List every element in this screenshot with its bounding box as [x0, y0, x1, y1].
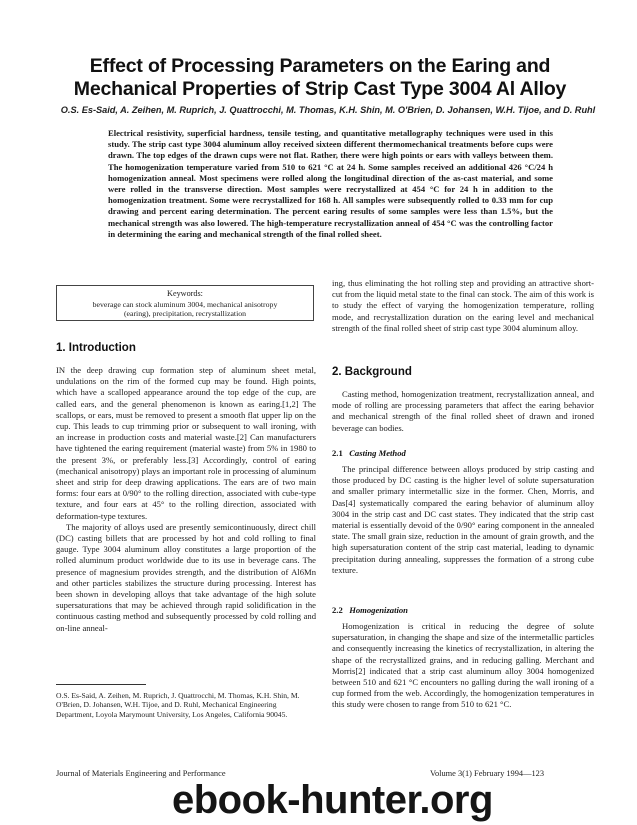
top-margin	[0, 0, 637, 46]
homogenization-paragraph: Homogenization is critical in reducing the degree of solute supersaturation, in changing the shape and size of the intermetallic particles and consequently increasing the kinetics of recrystallization, in altering the shape of the recrystallized grains, and in reducing galling. Merchant and Morris[2] indicated that a strip cast aluminum alloy 3004 homogenized between 510 and 621 °C encounters no galling during the wall ironing of a cup formed from the web. Accordingly, the homogenization temperatures in this study were chosen to range from 510 to 621 °C.	[332, 621, 594, 710]
title-line-2: Mechanical Properties of Strip Cast Type 3004 Al Alloy	[73, 78, 567, 100]
homogenization-heading	[332, 605, 408, 616]
casting-method-body	[332, 464, 594, 576]
homogenization-number: 2.2	[332, 605, 343, 615]
casting-method-heading	[332, 448, 406, 459]
keywords-line-1: beverage can stock aluminum 3004, mechanical anisotropy	[92, 299, 278, 309]
abstract: Electrical resistivity, superficial hardness, tensile testing, and quantitative metallography techniques were used in this study. The strip cast type 3004 aluminum alloy received sixteen different thermomechanical treatments before cups were drawn. The top edges of the drawn cups were not flat. Rather, there were high points or ears with valleys between them. The homogenization temperature varied from 510 to 621 °C at 24 h. Some samples received an additional 426 °C/24 h homogenization anneal. Most specimens were rolled along the longitudinal direction of the as-cast material, and some were rolled in the transverse direction. Most samples were recrystallized at 454 °C for 24 h in addition to the homogenization treatment. Some were recrystallized for 168 h. All samples were subsequently rolled to 0.33 mm for cup drawing and percent earing determination. The percent earing results of some samples were less than 1.5%, but the mechanical strength was also lowered. The high-temperature recrystallization anneal of 454 °C was the controlling factor in determining the earing and mechanical strength of the final rolled sheet.	[108, 128, 553, 239]
left-column	[56, 365, 316, 634]
author-affiliation-footnote: O.S. Es-Said, A. Zeihen, M. Ruprich, J. Quattrocchi, M. Thomas, K.H. Shin, M. O'Brien, D. Johansen, W.H. Tijoe, and D. Ruhl, Mechanical Engineering Department, Loyola Marymount University, Los Angeles, California 90045.	[56, 691, 300, 719]
journal-name: Journal of Materials Engineering and Performance	[56, 769, 226, 778]
casting-method-paragraph: The principal difference between alloys produced by strip casting and those produced by DC casting is the higher level of solute supersaturation and smaller primary intermetallic size in the former. Chen, Morris, and Das[4] systematically compared the earing behavior of aluminum alloy 3004 in the strip cast and DC cast states. They indicated that the strip cast material is essentially devoid of the 0/90° earing component in the annealed state. The small grain size, reduction in the amount of grain growth, and the high supersaturation content of the strip cast material, leading to dynamic precipitation during annealing, suppresses the formation of a strong cube texture.	[332, 464, 594, 575]
background-heading: 2. Background	[332, 366, 412, 378]
homogenization-title: Homogenization	[349, 605, 408, 615]
introduction-heading: 1. Introduction	[56, 342, 136, 354]
paper-title	[40, 55, 600, 101]
intro-paragraph-2: The majority of alloys used are presently semicontinuously, direct chill (DC) casting billets that are processed by hot and cold rolling to final gauge. Type 3004 aluminum alloy constitutes a large proportion of the rolled aluminum product worldwide due to its use in beverage cans. The presence of magnesium provides strength, and the distribution of Al6Mn and other particles stabilizes the structure during processing. Interest has been shown in developing alloys that take advantage of the high solute supersaturations that may be achieved through rapid solidification in the continuous casting method and subsequently processed by cold rolling and on-line anneal-	[56, 521, 316, 633]
background-paragraph: Casting method, homogenization treatment, recrystallization anneal, and mode of rolling are processing parameters that affect the earing behavior and mechanical strength of the final rolled sheet of drawn and ironed beverage can bodies.	[332, 389, 594, 433]
background-body	[332, 389, 594, 434]
casting-method-title: Casting Method	[349, 448, 406, 458]
watermark-text: ebook-hunter.org	[172, 778, 493, 822]
casting-method-number: 2.1	[332, 448, 343, 458]
keywords-heading: Keywords:	[167, 289, 203, 298]
right-column-intro-continued	[332, 278, 594, 334]
footnote-rule	[56, 684, 146, 685]
intro-continued-paragraph: ing, thus eliminating the hot rolling step and providing an attractive short-cut from the liquid metal state to the final can stock. The aim of this work is to study the effect of varying the homogenization temperature, rolling mode, and recrystallization duration on the earing level and mechanical strength of the final rolled sheet of strip cast type 3004 aluminum alloy.	[332, 278, 594, 333]
intro-paragraph-1: IN the deep drawing cup formation step of aluminum sheet metal, undulations on the rim of the formed cup may be found. High points, which have a scalloped appearance around the top edge of the cup, are called ears, and the general phenomenon is known as earing.[1,2] The scallops, or ears, must be removed to present a smooth flat upper lip on the cup. This leads to cup trimming prior or subsequent to wall ironing, with an increase in production costs and material waste.[2] Can manufacturers have tightened the earing requirement (material waste) from 5% in 1980 to the present 3%, or preferably less.[3] Accordingly, control of earing (mechanical anisotropy) plays an important role in processing of aluminum sheet and strip for deep drawing applications. The ears are of two main forms: four ears at 0/90° to the rolling direction, associated with cube-type texture, and four ears at 45° to the rolling direction, associated with deformation-type textures.	[56, 365, 316, 521]
keywords-box	[56, 285, 314, 321]
homogenization-body	[332, 621, 594, 711]
issue-and-page: Volume 3(1) February 1994—123	[430, 769, 545, 778]
author-list: O.S. Es-Said, A. Zeihen, M. Ruprich, J. Quattrocchi, M. Thomas, K.H. Shin, M. O'Brien, D. Johansen, W.H. Tijoe, and D. Ruhl	[60, 105, 596, 115]
keywords-line-2: (earing), precipitation, recrystallization	[123, 309, 247, 318]
title-line-1: Effect of Processing Parameters on the Earing and	[89, 55, 551, 77]
